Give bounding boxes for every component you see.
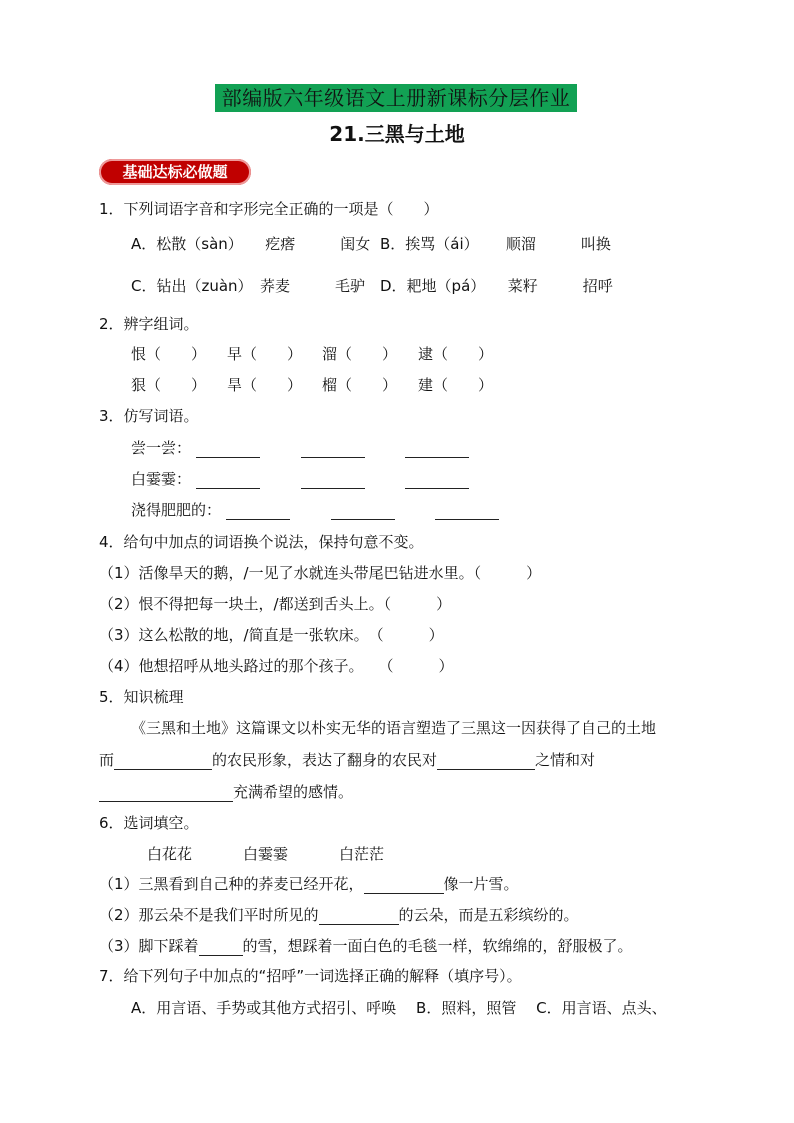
q6-stem: 6．选词填空。: [99, 814, 199, 832]
q3-row: [131, 438, 469, 458]
q5-line-2: [99, 750, 595, 770]
q1-stem: 1．下列词语字音和字形完全正确的一项是（ ）: [99, 200, 439, 218]
q5-text: 的农民形象，表达了翻身的农民对: [212, 751, 438, 769]
q6-text: 的云朵，而是五彩缤纷的。: [398, 906, 579, 924]
q4-sentence-1: （1）活像旱天的鹅，/一见了水就连头带尾巴钻进水里。（ ）: [99, 564, 542, 582]
q6-sentence-3: [99, 936, 633, 956]
q6-sentence-1: [99, 874, 519, 894]
q2-item: 榴（ ）: [322, 376, 398, 394]
q3-example: 浇得肥肥的：: [131, 501, 222, 519]
series-title: 部编版六年级语文上册新课标分层作业: [215, 84, 577, 112]
q6-text: 像一片雪。: [443, 875, 519, 893]
section-badge: 基础达标必做题: [99, 159, 251, 185]
q6-text: （2）那云朵不是我们平时所见的: [99, 906, 319, 924]
q4-sentence-2: （2）恨不得把每一块土，/都送到舌头上。（ ）: [99, 595, 452, 613]
q5-text: 充满希望的感情。: [233, 783, 354, 801]
q6-text: （3）脚下踩着: [99, 937, 199, 955]
q2-item: 逮（ ）: [418, 345, 494, 363]
q6-sentence-2: [99, 905, 579, 925]
q2-item: 狠（ ）: [131, 376, 207, 394]
q4-stem: 4．给句中加点的词语换个说法，保持句意不变。: [99, 533, 424, 551]
answer-blank[interactable]: [405, 441, 469, 458]
q1-option-d: D．耙地（pá） 菜籽 招呼: [380, 277, 613, 295]
answer-blank[interactable]: [331, 503, 395, 520]
q7-stem: 7．给下列句子中加点的“招呼”一词选择正确的解释（填序号）。: [99, 967, 522, 985]
q2-item: 旱（ ）: [227, 376, 303, 394]
q4-sentence-4: （4）他想招呼从地头路过的那个孩子。 （ ）: [99, 657, 454, 675]
answer-blank[interactable]: [199, 939, 243, 956]
q5-text: 之情和对: [535, 751, 596, 769]
answer-blank[interactable]: [114, 753, 212, 770]
q5-stem: 5．知识梳理: [99, 688, 184, 706]
q2-stem: 2．辨字组词。: [99, 315, 199, 333]
q5-line-3: [99, 782, 353, 802]
answer-blank[interactable]: [196, 472, 260, 489]
q6-word-option: 白花花: [147, 845, 193, 863]
q2-item: 早（ ）: [227, 345, 303, 363]
q3-example: 白霎霎：: [131, 470, 192, 488]
q3-stem: 3．仿写词语。: [99, 407, 199, 425]
q3-row: [131, 469, 469, 489]
lesson-title: 21.三黑与土地: [329, 122, 465, 146]
answer-blank[interactable]: [226, 503, 290, 520]
answer-blank[interactable]: [301, 472, 365, 489]
q2-item: 恨（ ）: [131, 345, 207, 363]
q1-option-a: A．松散（sàn） 疙瘩 闺女: [131, 235, 371, 253]
q3-row: [131, 500, 499, 520]
q2-item: 溜（ ）: [322, 345, 398, 363]
q5-line-1: 《三黑和土地》这篇课文以朴实无华的语言塑造了三黑这一因获得了自己的土地: [131, 719, 657, 737]
answer-blank[interactable]: [364, 877, 444, 894]
q2-item: 建（ ）: [418, 376, 494, 394]
answer-blank[interactable]: [405, 472, 469, 489]
q6-word-option: 白霎霎: [243, 845, 289, 863]
answer-blank[interactable]: [99, 785, 233, 802]
q1-option-c: C．钻出（zuàn） 荞麦 毛驴: [131, 277, 366, 295]
q6-word-option: 白茫茫: [339, 845, 385, 863]
q5-text: 而: [99, 751, 115, 769]
answer-blank[interactable]: [319, 908, 399, 925]
answer-blank[interactable]: [437, 753, 535, 770]
q6-text: （1）三黑看到自己种的荞麦已经开花，: [99, 875, 364, 893]
answer-blank[interactable]: [435, 503, 499, 520]
q6-text: 的雪，想踩着一面白色的毛毯一样，软绵绵的，舒服极了。: [242, 937, 633, 955]
answer-blank[interactable]: [196, 441, 260, 458]
q3-example: 尝一尝：: [131, 439, 192, 457]
q7-options: A．用言语、手势或其他方式招引、呼唤 B．照料，照管 C．用言语、点头、: [131, 999, 667, 1017]
q1-option-b: B．挨骂（ái） 顺溜 叫换: [380, 235, 611, 253]
answer-blank[interactable]: [301, 441, 365, 458]
q4-sentence-3: （3）这么松散的地，/简直是一张软床。 （ ）: [99, 626, 444, 644]
